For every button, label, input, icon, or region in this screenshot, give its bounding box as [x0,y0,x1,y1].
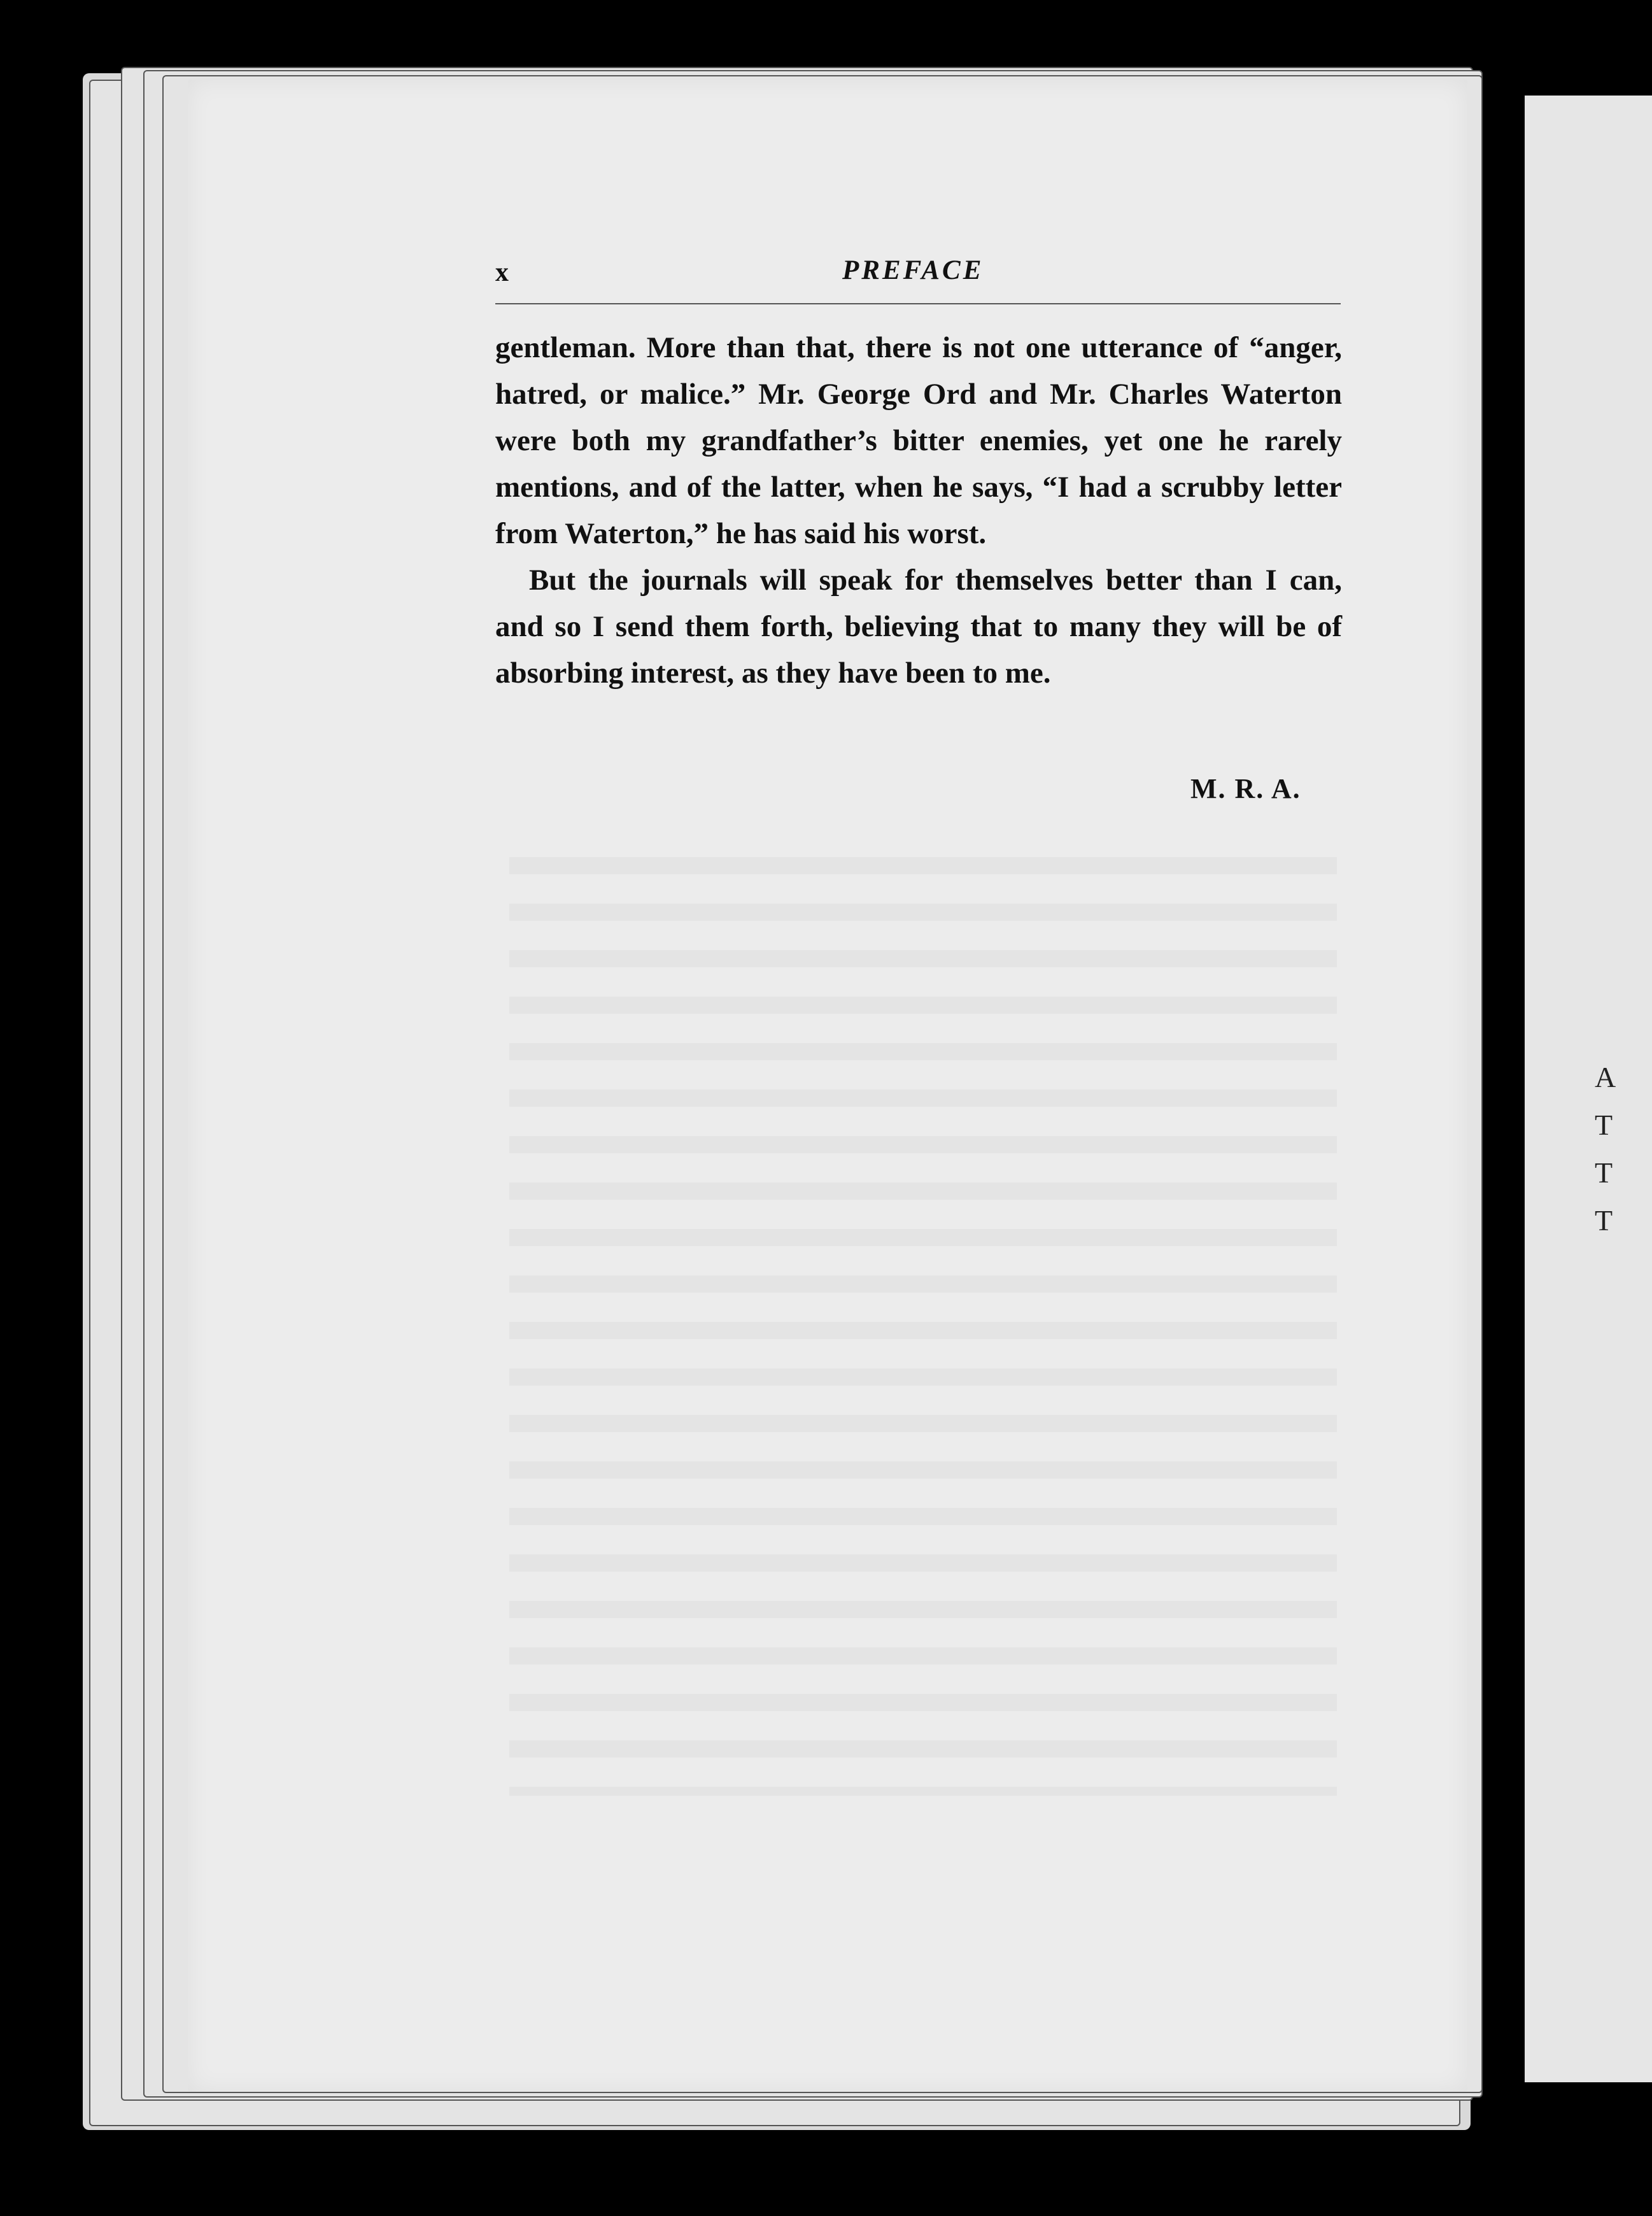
page-number: x [495,258,509,287]
paragraph: But the journals will speak for themselves better than I can, and so I send them forth, believing that to many they will be of absorbing interest, as they have been to me. [495,564,1342,690]
body-text [495,325,1342,697]
header-rule [495,303,1341,304]
adjacent-page [1525,96,1652,2082]
adjacent-page-glyph: T [1595,1109,1613,1141]
running-title: PREFACE [842,255,984,285]
running-head [495,255,1339,299]
show-through-text [509,828,1337,1796]
paragraph: gentleman. More than that, there is not one utterance of “anger, hatred, or malice.” Mr. George Ord and Mr. Charles Waterton were both my grandfather’s bitter enemies, yet one he rarely mentions, and of the latter, when he says, “I had a scrubby letter from Waterton,” he has said his worst. [495,331,1342,550]
adjacent-page-glyph: A [1595,1061,1616,1093]
signature: M. R. A. [1190,773,1301,804]
adjacent-page-glyph: T [1595,1156,1613,1189]
adjacent-page-glyph: T [1595,1204,1613,1237]
